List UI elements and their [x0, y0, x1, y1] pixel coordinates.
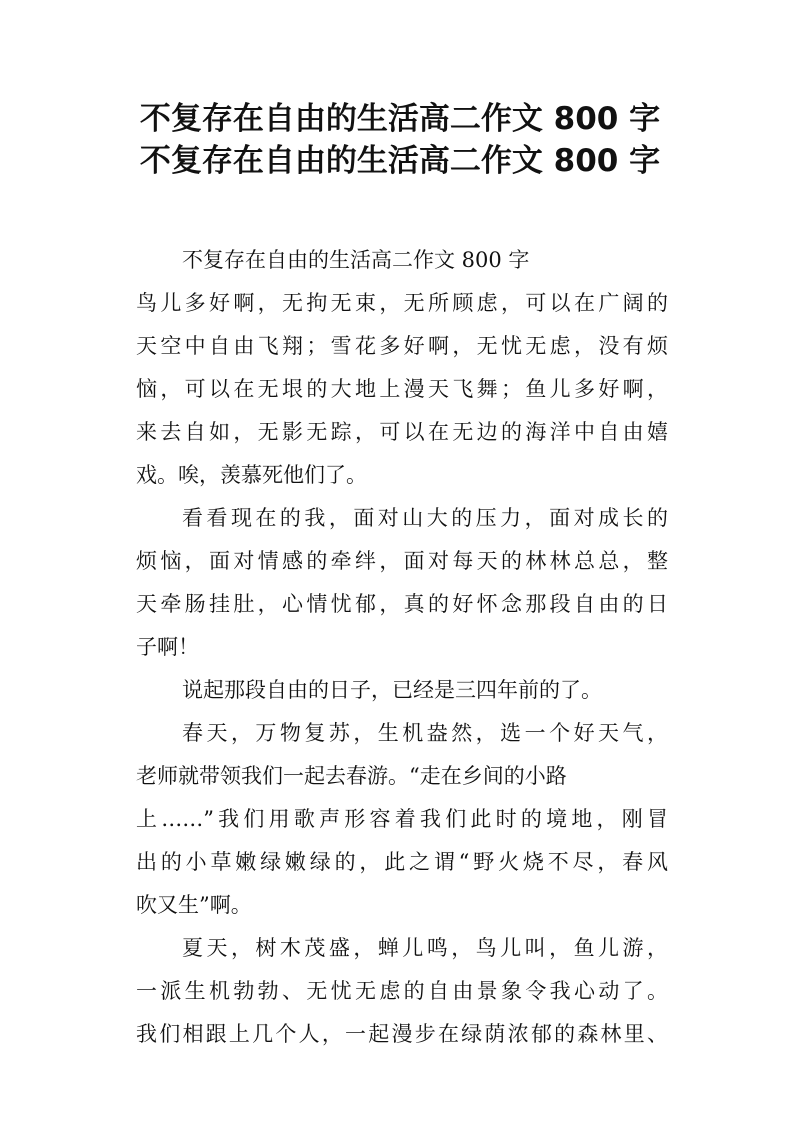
body-line: 天空中自由飞翔；雪花多好啊，无忧无虑，没有烦 [136, 334, 668, 358]
title-line-1: 不复存在自由的生活高二作文 800 字 [139, 101, 661, 137]
document-title [0, 98, 800, 182]
body-line: 夏天，树木茂盛，蝉儿鸣，鸟儿叫，鱼儿游， [182, 936, 668, 960]
body-line: 老师就带领我们一起去春游。“走在乡间的小路 [136, 764, 567, 788]
body-line: 烦恼，面对情感的牵绊，面对每天的林林总总，整 [136, 549, 668, 573]
body-line: 不复存在自由的生活高二作文 800 字 [182, 248, 530, 272]
body-line: 春天，万物复苏，生机盎然，选一个好天气， [182, 721, 668, 745]
body-line: 恼，可以在无垠的大地上漫天飞舞；鱼儿多好啊， [136, 377, 668, 401]
document-body [136, 239, 668, 1056]
body-line: 出的小草嫩绿嫩绿的，此之谓“野火烧不尽，春风 [136, 850, 668, 874]
body-line: 一派生机勃勃、无忧无虑的自由景象令我心动了。 [136, 979, 668, 1003]
body-line: 说起那段自由的日子，已经是三四年前的了。 [182, 678, 602, 702]
body-line: 上……”我们用歌声形容着我们此时的境地，刚冒 [136, 807, 668, 831]
title-line-2: 不复存在自由的生活高二作文 800 字 [139, 143, 661, 179]
body-line: 戏。唉，羡慕死他们了。 [136, 463, 367, 487]
body-line: 看看现在的我，面对山大的压力，面对成长的 [182, 506, 668, 530]
body-line: 我们相跟上几个人，一起漫步在绿荫浓郁的森林里、 [136, 1022, 668, 1046]
body-line: 来去自如，无影无踪，可以在无边的海洋中自由嬉 [136, 420, 668, 444]
body-line: 鸟儿多好啊，无拘无束，无所顾虑，可以在广阔的 [136, 291, 668, 315]
body-line: 子啊！ [136, 635, 199, 659]
body-line: 天牵肠挂肚，心情忧郁，真的好怀念那段自由的日 [136, 592, 668, 616]
body-line: 吹又生”啊。 [136, 893, 252, 917]
